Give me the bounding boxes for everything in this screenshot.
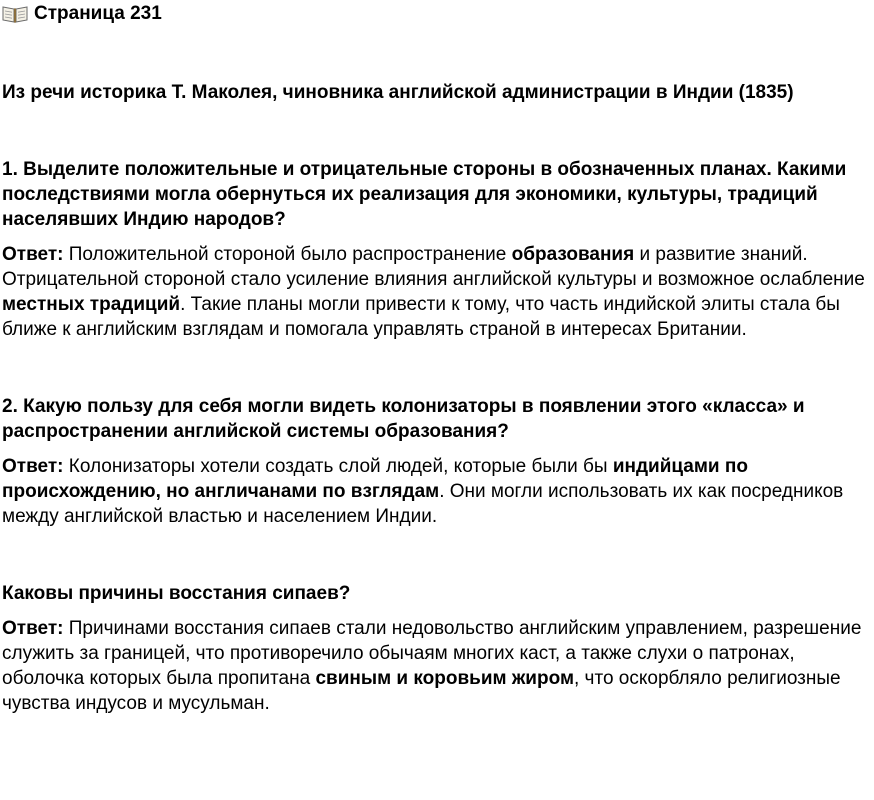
question-1: 1. Выделите положительные и отрицательные стороны в обозначенных планах. Какими последствиями могла обернуться их реализация для экономики, культуры, традиций населявших Индию народов? <box>2 159 847 230</box>
answer-3 <box>2 616 872 716</box>
answer-text: Положительной стороной было распространение <box>63 244 512 265</box>
answer-highlight: свиным и коровьим жиром <box>315 668 574 689</box>
page-header <box>2 0 872 28</box>
intro-title: Из речи историка Т. Маколея, чиновника английской администрации в Индии (1835) <box>2 82 794 103</box>
answer-highlight: индийцами по происхождению, но англичанами по взглядам <box>2 456 748 502</box>
answer-2 <box>2 454 872 529</box>
question-2: 2. Какую пользу для себя могли видеть колонизаторы в появлении этого «класса» и распространении английской системы образования? <box>2 396 805 442</box>
answer-label: Ответ: <box>2 244 64 265</box>
answer-label: Ответ: <box>2 456 64 477</box>
question-section-2 <box>2 394 872 529</box>
answer-text: . Такие планы могли привести к тому, что часть индийской элиты стала бы ближе к английским взглядам и помогала управлять страной в интересах Британии. <box>2 294 840 340</box>
answer-text: , что оскорбляло религиозные чувства индусов и мусульман. <box>2 668 841 714</box>
answer-highlight: образования <box>511 244 635 265</box>
question-3: Каковы причины восстания сипаев? <box>2 583 351 604</box>
answer-label: Ответ: <box>2 618 64 639</box>
answer-text: Колонизаторы хотели создать слой людей, которые были бы <box>63 456 613 477</box>
answer-text: . Они могли использовать их как посредников между английской властью и населением Индии. <box>2 481 844 527</box>
question-section-1 <box>2 157 872 342</box>
question-section-3 <box>2 581 872 716</box>
answer-highlight: местных традиций <box>2 294 181 315</box>
answer-text: и развитие знаний. Отрицательной стороной стало усиление влияния английской культуры и возможное ослабление <box>2 244 865 290</box>
answer-1 <box>2 242 872 342</box>
page-title: Страница 231 <box>34 3 162 24</box>
open-book-icon <box>2 4 28 24</box>
answer-text: Причинами восстания сипаев стали недовольство английским управлением, разрешение служить за границей, что противоречило обычаям многих каст, а также слухи о патронах, оболочка которых была пропитана <box>2 618 862 689</box>
